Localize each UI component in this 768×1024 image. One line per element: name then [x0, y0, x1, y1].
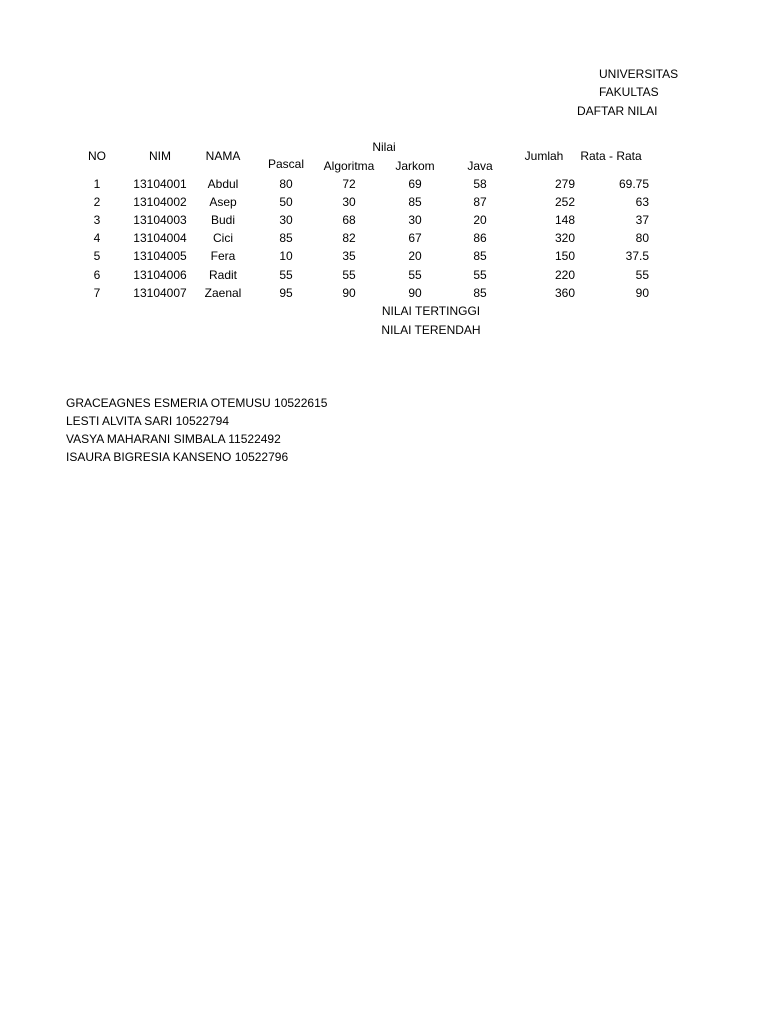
cell-java: 85	[473, 286, 487, 300]
cell-pascal: 10	[279, 249, 293, 263]
col-header-pascal: Pascal	[267, 157, 305, 171]
cell-jumlah: 252	[554, 195, 575, 209]
cell-rata: 55	[635, 268, 649, 282]
header-line-university: UNIVERSITAS	[599, 67, 679, 81]
author-name: ISAURA BIGRESIA KANSENO 10522796	[66, 450, 289, 464]
col-header-nama: NAMA	[205, 149, 241, 163]
cell-jarkom: 85	[408, 195, 422, 209]
cell-nim: 13104007	[133, 286, 187, 300]
cell-no: 2	[93, 195, 101, 209]
cell-algoritma: 68	[342, 213, 356, 227]
cell-jumlah: 320	[554, 231, 575, 245]
cell-algoritma: 30	[342, 195, 356, 209]
cell-pascal: 80	[279, 177, 293, 191]
cell-jarkom: 20	[408, 249, 422, 263]
cell-jumlah: 279	[554, 177, 575, 191]
cell-java: 20	[473, 213, 487, 227]
cell-nama: Zaenal	[204, 286, 242, 300]
cell-rata: 69.75	[618, 177, 649, 191]
cell-pascal: 55	[279, 268, 293, 282]
col-header-jarkom: Jarkom	[395, 159, 435, 173]
cell-rata: 80	[635, 231, 649, 245]
col-header-nim: NIM	[149, 149, 171, 163]
cell-nama: Asep	[209, 195, 237, 209]
cell-jumlah: 150	[554, 249, 575, 263]
cell-jarkom: 69	[408, 177, 422, 191]
cell-jarkom: 67	[408, 231, 422, 245]
cell-java: 85	[473, 249, 487, 263]
cell-java: 55	[473, 268, 487, 282]
cell-rata: 37	[635, 213, 649, 227]
cell-no: 1	[93, 177, 101, 191]
author-name: VASYA MAHARANI SIMBALA 11522492	[66, 432, 281, 446]
cell-algoritma: 82	[342, 231, 356, 245]
cell-pascal: 95	[279, 286, 293, 300]
cell-java: 58	[473, 177, 487, 191]
col-header-algoritma: Algoritma	[323, 159, 375, 173]
cell-nama: Cici	[213, 231, 233, 245]
cell-nama: Abdul	[207, 177, 239, 191]
col-header-no: NO	[88, 149, 106, 163]
cell-jumlah: 360	[554, 286, 575, 300]
cell-rata: 63	[635, 195, 649, 209]
cell-pascal: 85	[279, 231, 293, 245]
col-header-nilai: Nilai	[372, 140, 396, 154]
cell-nama: Budi	[210, 213, 236, 227]
cell-rata: 37.5	[625, 249, 649, 263]
cell-jarkom: 90	[408, 286, 422, 300]
col-header-jumlah: Jumlah	[524, 149, 564, 163]
cell-java: 87	[473, 195, 487, 209]
cell-nim: 13104002	[133, 195, 187, 209]
cell-nama: Radit	[208, 268, 238, 282]
author-name: GRACEAGNES ESMERIA OTEMUSU 10522615	[66, 396, 328, 410]
header-line-faculty: FAKULTAS	[599, 85, 659, 99]
cell-nim: 13104004	[133, 231, 187, 245]
cell-algoritma: 72	[342, 177, 356, 191]
cell-nim: 13104001	[133, 177, 187, 191]
cell-algoritma: 55	[342, 268, 356, 282]
header-line-title: DAFTAR NILAI	[577, 104, 658, 118]
cell-no: 5	[93, 249, 101, 263]
cell-java: 86	[473, 231, 487, 245]
summary-lowest-label: NILAI TERENDAH	[381, 323, 481, 337]
cell-jumlah: 148	[554, 213, 575, 227]
cell-rata: 90	[635, 286, 649, 300]
cell-nim: 13104003	[133, 213, 187, 227]
cell-algoritma: 90	[342, 286, 356, 300]
cell-nim: 13104006	[133, 268, 187, 282]
cell-jarkom: 30	[408, 213, 422, 227]
cell-pascal: 30	[279, 213, 293, 227]
cell-nim: 13104005	[133, 249, 187, 263]
cell-jumlah: 220	[554, 268, 575, 282]
cell-jarkom: 55	[408, 268, 422, 282]
summary-highest-label: NILAI TERTINGGI	[381, 304, 481, 318]
col-header-java: Java	[467, 159, 493, 173]
author-name: LESTI ALVITA SARI 10522794	[66, 414, 229, 428]
cell-algoritma: 35	[342, 249, 356, 263]
cell-no: 3	[93, 213, 101, 227]
cell-no: 6	[93, 268, 101, 282]
cell-no: 4	[93, 231, 101, 245]
cell-no: 7	[93, 286, 101, 300]
cell-nama: Fera	[210, 249, 236, 263]
cell-pascal: 50	[279, 195, 293, 209]
col-header-rata: Rata - Rata	[580, 149, 642, 163]
